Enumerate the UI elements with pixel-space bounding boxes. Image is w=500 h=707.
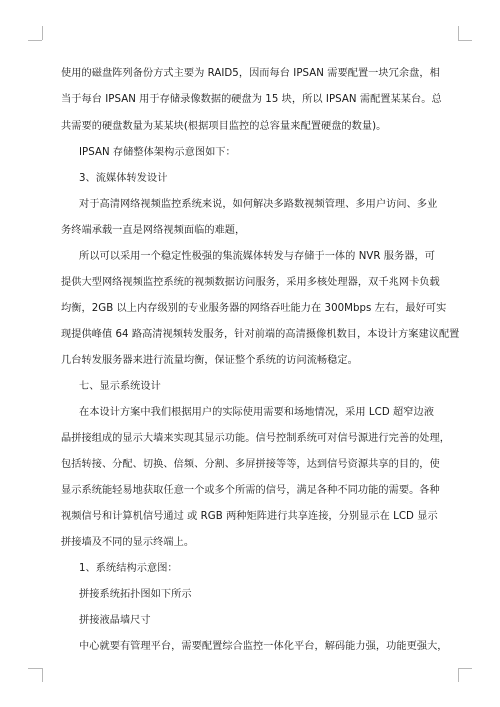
paragraph-line: 晶拼接组成的显示大墙来实现其显示功能。信号控制系统可对信号源进行完善的处理， <box>61 433 451 444</box>
section-heading: 1、系统结构示意图： <box>79 563 178 574</box>
crop-mark-bottom-right-v <box>458 668 459 682</box>
paragraph-line: 共需要的硬盘数量为某某块(根据项目监控的总容量来配置硬盘的数量)。 <box>61 121 387 132</box>
paragraph-line: 几台转发服务器来进行流量均衡，保证整个系统的访问流畅稳定。 <box>61 355 358 366</box>
paragraph-line: 中心就要有管理平台，需要配置综合监控一体化平台，解码能力强，功能更强大， <box>79 641 448 652</box>
paragraph-line: 拼接墙及不同的显示终端上。 <box>61 537 195 548</box>
paragraph-line: 现提供峰值 64 路高清视频转发服务，针对前端的高清摄像机数目，本设计方案建议配置 <box>61 329 460 340</box>
paragraph-line: 在本设计方案中我们根据用户的实际使用需要和场地情况，采用 LCD 超窄边液 <box>79 407 434 418</box>
paragraph-line: IPSAN 存储整体架构示意图如下： <box>79 147 236 158</box>
paragraph-line: 拼接系统拓扑图如下所示 <box>79 589 192 600</box>
paragraph-line: 均衡，2GB 以上内存级别的专业服务器的网络吞吐能力在 300Mbps 左右，最好可实 <box>61 303 447 314</box>
crop-mark-top-left-h <box>28 40 42 41</box>
crop-mark-top-right-h <box>458 40 472 41</box>
paragraph-line: 所以可以采用一个稳定性极强的集流媒体转发与存储于一体的 NVR 服务器，可 <box>79 251 435 262</box>
crop-mark-bottom-left-v <box>42 668 43 682</box>
paragraph-line: 对于高清网络视频监控系统来说，如何解决多路数视频管理、多用户访问、多业 <box>79 199 438 210</box>
paragraph-line: 提供大型网络视频监控系统的视频数据访问服务，采用多核处理器，双千兆网卡负载 <box>61 277 440 288</box>
paragraph-line: 当于每台 IPSAN 用于存储录像数据的硬盘为 15 块，所以 IPSAN 需配置某某台。总 <box>61 94 442 105</box>
crop-mark-bottom-left-h <box>28 668 42 669</box>
paragraph-line: 务终端承载一直是网络视频面临的难题， <box>61 225 246 236</box>
section-heading: 七、显示系统设计 <box>79 381 161 392</box>
paragraph-line: 拼接液晶墙尺寸 <box>79 615 151 626</box>
crop-mark-bottom-right-h <box>458 668 472 669</box>
paragraph-line: 包括转接、分配、切换、倍频、分割、多屏拼接等等，达到信号资源共享的目的，使 <box>61 459 440 470</box>
crop-mark-top-right-v <box>458 26 459 40</box>
crop-mark-top-left-v <box>42 26 43 40</box>
paragraph-line: 使用的磁盘阵列备份方式主要为 RAID5，因而每台 IPSAN 需要配置一块冗余盘，相 <box>61 68 440 79</box>
paragraph-line: 显示系统能轻易地获取任意一个或多个所需的信号，满足各种不同功能的需要。各种 <box>61 485 440 496</box>
paragraph-line: 视频信号和计算机信号通过 或 RGB 两种矩阵进行共享连接，分别显示在 LCD 显示 <box>61 511 438 522</box>
section-heading: 3、流媒体转发设计 <box>79 173 168 184</box>
